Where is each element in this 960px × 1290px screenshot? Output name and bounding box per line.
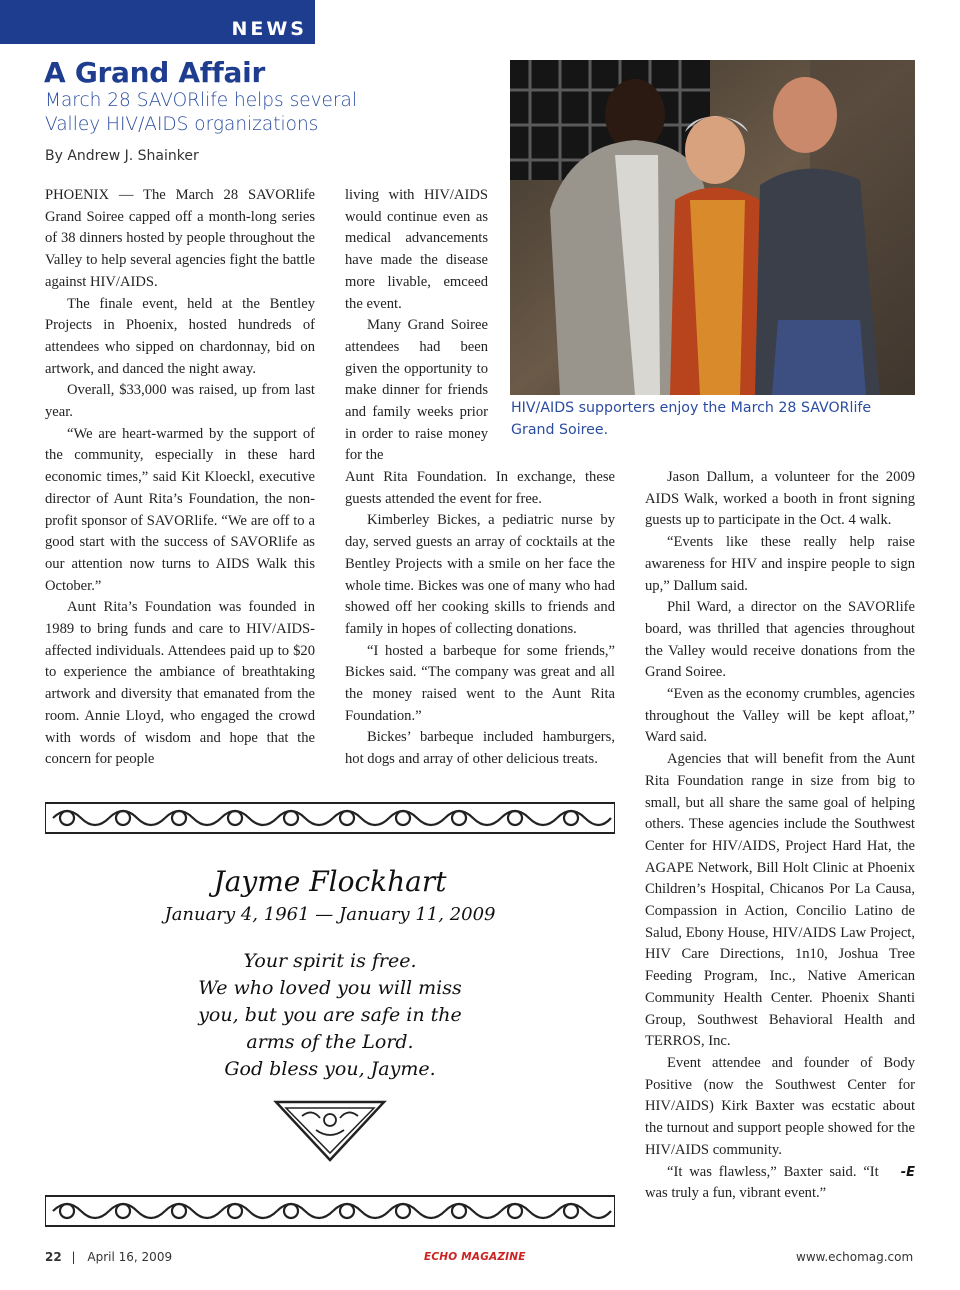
closing-quote: “It was flawless,” Baxter said. “It was truly a fun, vibrant event.” [645,1163,879,1202]
photo-caption: HIV/AIDS supporters enjoy the March 28 SAVORlife Grand Soiree. [511,400,872,438]
article-column-2-narrow [345,185,488,467]
article-column-1 [45,185,315,771]
footer-left [45,1250,172,1264]
verse-line: you, but you are safe in the [198,1004,462,1026]
paragraph: Phil Ward, a director on the SAVORlife board, was thrilled that agencies throughout the Valley would receive donations from the Grand Soiree. [645,599,915,681]
memorial-name: Jayme Flockhart [213,865,447,898]
paragraph: “Events like these really help raise awareness for HIV and inspire people to sign up,” Dallum said. [645,534,915,594]
article-deck: March 28 SAVORlife helps several Valley HIV/AIDS organizations [45,90,357,135]
article-column-2 [345,467,615,771]
memorial-verse [45,948,615,1083]
footer-separator: | [71,1250,76,1264]
issue-date: April 16, 2009 [87,1250,173,1264]
paragraph: Bickes’ barbeque included hamburgers, hot dogs and array of other delicious treats. [345,729,615,768]
article-headline: A Grand Affair [44,56,265,89]
paragraph: PHOENIX — The March 28 SAVORlife Grand Soiree capped off a month-long series of 38 dinners hosted by people throughout the Valley to help several agencies fight the battle against HIV/AIDS. [45,187,315,290]
triangle-ornament [272,1098,388,1164]
event-photo-illustration [510,60,915,395]
scroll-border-bottom [45,1190,615,1232]
paragraph: Jason Dallum, a volunteer for the 2009 AIDS Walk, worked a booth in front signing guests up to participate in the Oct. 4 walk. [645,469,915,529]
paragraph: Kimberley Bickes, a pediatric nurse by day, served guests an array of cocktails at the Bentley Projects with a smile on her face the whole time. Bickes was one of many who had showed off her cooking skills to friends and family in hopes of collecting donations. [345,512,615,637]
verse-line: Your spirit is free. [243,950,417,972]
paragraph: The finale event, held at the Bentley Projects in Phoenix, hosted hundreds of attendees who sipped on chardonnay, bid on artwork, and danced the night away. [45,295,315,377]
website-url: www.echomag.com [796,1250,914,1264]
signoff: -E [900,1164,915,1180]
paragraph: Aunt Rita Foundation. In exchange, these guests attended the event for free. [345,469,615,507]
paragraph: Aunt Rita’s Foundation was founded in 1989 to bring funds and care to HIV/AIDS-affected individuals. Attendees paid up to $20 to experience the ambiance of breathtaking artwork and diversity that emanated from the room. Annie Lloyd, who engaged the crowd with words of wisdom and hope that the concern for people [45,599,315,768]
paragraph [645,1162,915,1205]
memorial-notice [45,862,615,1083]
event-photo [510,60,915,395]
verse-line: arms of the Lord. [246,1031,414,1053]
verse-line: God bless you, Jayme. [224,1058,436,1080]
paragraph: “I hosted a barbeque for some friends,” Bickes said. “The company was great and all the money raised went to the Aunt Rita Foundation.” [345,642,615,724]
scroll-border-top [45,797,615,839]
paragraph: Event attendee and founder of Body Positive (now the Southwest Center for HIV/AIDS) Kirk Baxter was ecstatic about the turnout and support people showed for the HIV/AIDS community. [645,1054,915,1158]
paragraph: Many Grand Soiree attendees had been given the opportunity to make dinner for friends and family weeks prior in order to raise money for the [345,317,488,464]
verse-line: We who loved you will miss [198,977,462,999]
section-tab: NEWS [0,0,315,44]
article-byline: By Andrew J. Shainker [45,148,199,164]
paragraph: Overall, $33,000 was raised, up from last year. [45,382,315,421]
article-column-3 [645,467,915,1205]
paragraph: “Even as the economy crumbles, agencies throughout the Valley will be kept afloat,” Ward said. [645,686,915,746]
magazine-name: ECHO MAGAZINE [424,1251,526,1263]
paragraph: living with HIV/AIDS would continue even as medical advancements have made the disease more livable, emceed the event. [345,187,488,312]
page-number: 22 [45,1250,62,1264]
memorial-dates: January 4, 1961 — January 11, 2009 [164,904,496,925]
paragraph: Agencies that will benefit from the Aunt Rita Foundation range in size from big to small, but all share the same goal of helping others. These agencies include the Southwest Center for HIV/AIDS, Project Hard Hat, the AGAPE Network, Bill Holt Clinic at Phoenix Children’s Hospital, Chicanos Por La Causa, Compassion in Action, Concilio Latino de Salud, Ebony House, HIV/AIDS Law Project, HIV Care Directions, 1n10, Joshua Tree Feeding Program, Inc., Native American Community Health Center. Phoenix Shanti Group, Southwest Behavioral Health and TERROS, Inc. [645,751,915,1050]
paragraph: “We are heart-warmed by the support of the community, especially in these hard economic times,” said Kit Kloeckl, executive director of Aunt Rita’s Foundation, the non-profit sponsor of SAVORlife. “We are off to a good start with the success of SAVORlife as our attention now turns to AIDS Walk this October.” [45,425,315,594]
